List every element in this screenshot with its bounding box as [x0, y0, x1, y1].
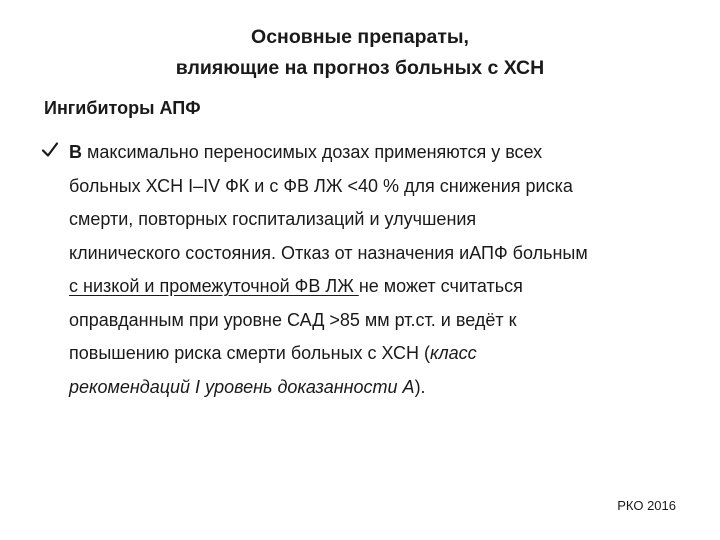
line-text: ). [414, 376, 426, 397]
slide-title [0, 22, 720, 84]
line-text: повышению риска смерти больных с ХСН ( [69, 343, 430, 363]
underlined-text: с низкой и промежуточной ФВ ЛЖ [69, 276, 359, 296]
text-line-5 [69, 270, 689, 304]
text-line-7 [69, 337, 689, 371]
italic-text: класс [429, 343, 477, 363]
check-icon [40, 140, 60, 160]
title-line-1: Основные препараты, [251, 26, 469, 48]
text-line-4: клинического состояния. Отказ от назначения иАПФ больным [69, 242, 588, 263]
lead-letter: В [69, 142, 82, 162]
text-line-3: смерти, повторных госпитализаций и улучшения [69, 209, 477, 229]
text-line-8 [69, 371, 689, 405]
line-text: максимально переносимых дозах применяются у всех [82, 142, 543, 162]
line-text: не может считаться [358, 276, 523, 296]
section-heading: Ингибиторы АПФ [44, 98, 201, 118]
footer-source: РКО 2016 [617, 498, 676, 513]
title-line-2: влияющие на прогноз больных с ХСН [175, 57, 545, 79]
text-line-6: оправданным при уровне САД >85 мм рт.ст. и ведёт к [69, 309, 517, 330]
text-line-2: больных ХСН I–IV ФК и с ФВ ЛЖ <40 % для снижения риска [69, 175, 573, 196]
text-line-1 [69, 136, 689, 170]
bullet-text [69, 136, 689, 404]
italic-text: рекомендаций I уровень доказанности А [69, 376, 415, 397]
